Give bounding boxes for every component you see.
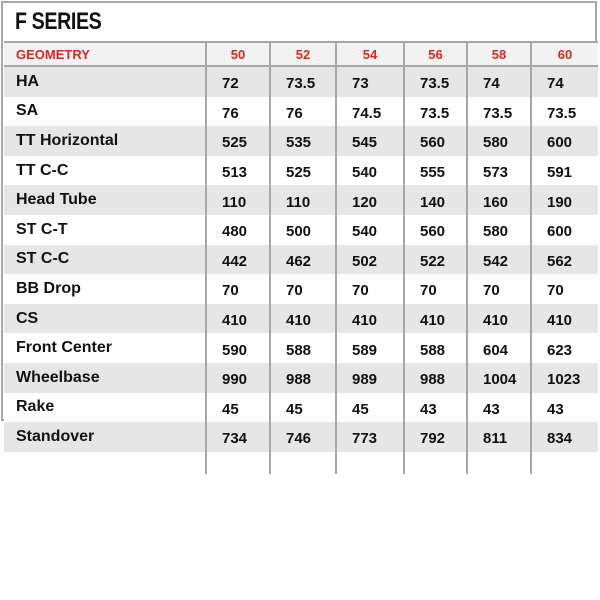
- table-cell: 410: [531, 304, 598, 334]
- table-row: [4, 185, 598, 215]
- table-cell: 525: [206, 126, 270, 156]
- row-label: ST C-T: [16, 220, 68, 238]
- table-cell: 76: [270, 97, 336, 127]
- table-cell: 535: [270, 126, 336, 156]
- table-cell: 73.5: [404, 66, 467, 97]
- table-cell: 45: [336, 393, 404, 423]
- table-body: [4, 66, 598, 474]
- row-label: Front Center: [16, 339, 112, 357]
- table-cell: 513: [206, 156, 270, 186]
- table-header: [4, 42, 598, 66]
- table-cell: 734: [206, 422, 270, 452]
- row-label: Standover: [16, 427, 95, 445]
- table-row: [4, 393, 598, 423]
- table-cell: 502: [336, 245, 404, 275]
- table-cell: 110: [270, 185, 336, 215]
- empty-cell: [404, 452, 467, 474]
- table-row: [4, 363, 598, 393]
- column-header-size: 56: [404, 42, 467, 66]
- table-row: [4, 422, 598, 452]
- table-cell: 1023: [531, 363, 598, 393]
- table-cell: 70: [206, 274, 270, 304]
- geometry-table: [4, 41, 598, 474]
- table-cell: 442: [206, 245, 270, 275]
- table-cell: 989: [336, 363, 404, 393]
- empty-cell: [4, 452, 206, 474]
- row-label: TT C-C: [16, 161, 69, 179]
- table-cell: 410: [467, 304, 531, 334]
- table-cell: 834: [531, 422, 598, 452]
- table-cell: 1004: [467, 363, 531, 393]
- empty-cell: [206, 452, 270, 474]
- column-header-size: 58: [467, 42, 531, 66]
- table-cell: 43: [404, 393, 467, 423]
- empty-cell: [531, 452, 598, 474]
- column-header-size: 60: [531, 42, 598, 66]
- geometry-chart-frame: [1, 1, 597, 448]
- table-cell: 410: [404, 304, 467, 334]
- table-cell: 70: [467, 274, 531, 304]
- table-cell: 522: [404, 245, 467, 275]
- row-label: Head Tube: [16, 191, 97, 209]
- row-label: Wheelbase: [16, 368, 100, 386]
- table-cell: 72: [206, 66, 270, 97]
- table-row: [4, 333, 598, 363]
- table-cell: 43: [531, 393, 598, 423]
- table-cell: 560: [404, 126, 467, 156]
- row-label: SA: [16, 102, 39, 120]
- table-cell: 73: [336, 66, 404, 97]
- table-cell: 589: [336, 333, 404, 363]
- table-cell: 555: [404, 156, 467, 186]
- table-cell: 76: [206, 97, 270, 127]
- table-cell: 410: [270, 304, 336, 334]
- table-cell: 190: [531, 185, 598, 215]
- empty-cell: [270, 452, 336, 474]
- table-cell: 600: [531, 126, 598, 156]
- table-cell: 74: [531, 66, 598, 97]
- table-cell: 74: [467, 66, 531, 97]
- table-cell: 773: [336, 422, 404, 452]
- table-row: [4, 304, 598, 334]
- table-cell: 540: [336, 156, 404, 186]
- table-cell: 110: [206, 185, 270, 215]
- table-cell: 540: [336, 215, 404, 245]
- table-cell: 988: [404, 363, 467, 393]
- table-cell: 588: [270, 333, 336, 363]
- table-cell: 73.5: [467, 97, 531, 127]
- table-cell: 500: [270, 215, 336, 245]
- table-cell: 811: [467, 422, 531, 452]
- table-cell: 160: [467, 185, 531, 215]
- table-cell: 140: [404, 185, 467, 215]
- table-cell: 590: [206, 333, 270, 363]
- table-cell: 462: [270, 245, 336, 275]
- table-cell: 74.5: [336, 97, 404, 127]
- table-cell: 45: [270, 393, 336, 423]
- table-cell: 73.5: [531, 97, 598, 127]
- table-cell: 591: [531, 156, 598, 186]
- table-cell: 70: [336, 274, 404, 304]
- table-row: [4, 274, 598, 304]
- empty-cell: [467, 452, 531, 474]
- table-cell: 480: [206, 215, 270, 245]
- table-row: [4, 215, 598, 245]
- table-cell: 600: [531, 215, 598, 245]
- row-label: CS: [16, 309, 39, 327]
- table-cell: 45: [206, 393, 270, 423]
- table-cell: 410: [206, 304, 270, 334]
- table-cell: 588: [404, 333, 467, 363]
- table-cell: 542: [467, 245, 531, 275]
- table-cell: 410: [336, 304, 404, 334]
- table-cell: 70: [404, 274, 467, 304]
- table-cell: 560: [404, 215, 467, 245]
- table-cell: 562: [531, 245, 598, 275]
- row-label: ST C-C: [16, 250, 70, 268]
- table-cell: 580: [467, 215, 531, 245]
- table-cell: 604: [467, 333, 531, 363]
- table-cell: 573: [467, 156, 531, 186]
- table-cell: 545: [336, 126, 404, 156]
- row-label: BB Drop: [16, 279, 81, 297]
- row-label: HA: [16, 72, 40, 90]
- table-cell: 73.5: [270, 66, 336, 97]
- column-header-size: 50: [206, 42, 270, 66]
- table-cell: 43: [467, 393, 531, 423]
- column-header-size: 52: [270, 42, 336, 66]
- table-cell: 70: [270, 274, 336, 304]
- row-label: Rake: [16, 398, 55, 416]
- table-cell: 792: [404, 422, 467, 452]
- table-row: [4, 66, 598, 97]
- table-row: [4, 156, 598, 186]
- table-cell: 73.5: [404, 97, 467, 127]
- row-label: TT Horizontal: [16, 131, 119, 149]
- empty-cell: [336, 452, 404, 474]
- table-cell: 988: [270, 363, 336, 393]
- table-header-row: [4, 42, 598, 66]
- table-cell: 580: [467, 126, 531, 156]
- table-row: [4, 97, 598, 127]
- column-header-size: 54: [336, 42, 404, 66]
- column-header-geometry: GEOMETRY: [16, 46, 90, 62]
- table-row: [4, 245, 598, 275]
- page-title: F SERIES: [15, 8, 102, 35]
- table-cell: 990: [206, 363, 270, 393]
- table-row: [4, 126, 598, 156]
- table-cell: 525: [270, 156, 336, 186]
- table-cell: 746: [270, 422, 336, 452]
- table-cell: 70: [531, 274, 598, 304]
- table-spacer-row: [4, 452, 598, 474]
- table-cell: 120: [336, 185, 404, 215]
- table-cell: 623: [531, 333, 598, 363]
